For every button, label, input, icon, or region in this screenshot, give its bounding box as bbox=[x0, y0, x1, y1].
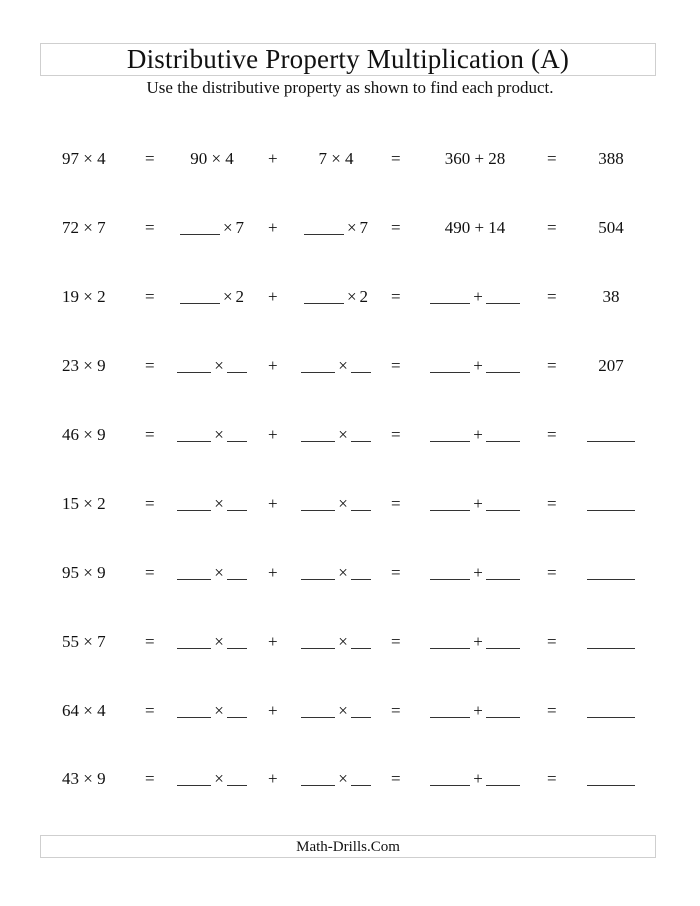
equals-sign: = bbox=[391, 563, 401, 582]
part2 bbox=[300, 423, 372, 447]
part1-factor-blank[interactable] bbox=[227, 769, 247, 786]
problem-expression: 19 × 2 bbox=[62, 287, 106, 306]
part2 bbox=[300, 216, 372, 240]
footer-text: Math-Drills.Com bbox=[296, 839, 400, 855]
times-sign: × bbox=[338, 701, 348, 720]
equals-sign: = bbox=[547, 218, 557, 237]
answer bbox=[586, 699, 636, 723]
part1-tens-blank[interactable] bbox=[177, 563, 211, 580]
part1 bbox=[176, 216, 248, 240]
equals-sign: = bbox=[391, 218, 401, 237]
equals-sign: = bbox=[391, 149, 401, 168]
answer bbox=[586, 285, 636, 309]
part2 bbox=[300, 354, 372, 378]
part1 bbox=[176, 561, 248, 585]
part2-factor-blank[interactable] bbox=[351, 563, 371, 580]
times-sign: × bbox=[338, 356, 348, 375]
plus-sign: + bbox=[268, 287, 278, 306]
part2-ones-blank[interactable] bbox=[301, 494, 335, 511]
part1 bbox=[176, 354, 248, 378]
part1-value: 90 × 4 bbox=[190, 149, 234, 168]
sum-second-blank[interactable] bbox=[486, 563, 520, 580]
plus-sign: + bbox=[268, 425, 278, 444]
part2-factor-blank[interactable] bbox=[351, 494, 371, 511]
times-sign: × bbox=[338, 425, 348, 444]
answer-blank[interactable] bbox=[587, 632, 635, 649]
equals-sign: = bbox=[547, 356, 557, 375]
part2-factor-blank[interactable] bbox=[351, 701, 371, 718]
equals-sign: = bbox=[145, 769, 155, 788]
answer bbox=[586, 147, 636, 171]
problem-expression: 97 × 4 bbox=[62, 149, 106, 168]
plus-sign: + bbox=[268, 494, 278, 513]
answer bbox=[586, 767, 636, 791]
partial-sum bbox=[425, 354, 525, 378]
times-sign: × bbox=[346, 218, 357, 237]
equals-sign: = bbox=[145, 563, 155, 582]
problem-row bbox=[0, 767, 700, 797]
equals-sign: = bbox=[547, 769, 557, 788]
equals-sign: = bbox=[145, 149, 155, 168]
part1 bbox=[176, 492, 248, 516]
sum-first-blank[interactable] bbox=[430, 356, 470, 373]
equals-sign: = bbox=[145, 287, 155, 306]
times-sign: × bbox=[338, 563, 348, 582]
part2-ones-blank[interactable] bbox=[304, 287, 344, 304]
plus-sign: + bbox=[268, 149, 278, 168]
problem-expression: 43 × 9 bbox=[62, 769, 106, 788]
part2 bbox=[300, 699, 372, 723]
times-sign: × bbox=[214, 425, 224, 444]
plus-sign: + bbox=[473, 356, 483, 375]
plus-sign: + bbox=[473, 425, 483, 444]
page-title: Distributive Property Multiplication (A) bbox=[126, 44, 570, 74]
times-sign: × bbox=[214, 701, 224, 720]
times-sign: × bbox=[338, 769, 348, 788]
problem-expression: 95 × 9 bbox=[62, 563, 106, 582]
part2 bbox=[300, 561, 372, 585]
plus-sign: + bbox=[268, 701, 278, 720]
part2-ones-blank[interactable] bbox=[301, 769, 335, 786]
partial-sum bbox=[425, 561, 525, 585]
partial-sum bbox=[425, 630, 525, 654]
answer bbox=[586, 561, 636, 585]
part1-tens-blank[interactable] bbox=[177, 356, 211, 373]
part1-factor-blank[interactable] bbox=[227, 563, 247, 580]
sum-first-blank[interactable] bbox=[430, 287, 470, 304]
times-sign: × bbox=[222, 218, 233, 237]
sum-second-blank[interactable] bbox=[486, 494, 520, 511]
answer-blank[interactable] bbox=[587, 701, 635, 718]
partial-sum bbox=[425, 423, 525, 447]
equals-sign: = bbox=[547, 149, 557, 168]
answer-blank[interactable] bbox=[587, 494, 635, 511]
times-sign: × bbox=[338, 632, 348, 651]
equals-sign: = bbox=[391, 356, 401, 375]
problem-expression: 46 × 9 bbox=[62, 425, 106, 444]
plus-sign: + bbox=[268, 356, 278, 375]
answer bbox=[586, 423, 636, 447]
equals-sign: = bbox=[145, 425, 155, 444]
times-sign: × bbox=[214, 356, 224, 375]
sum-second-blank[interactable] bbox=[486, 632, 520, 649]
part2-factor: 7 bbox=[359, 218, 369, 237]
problem-row bbox=[0, 354, 700, 384]
part2-factor-blank[interactable] bbox=[351, 425, 371, 442]
answer-blank[interactable] bbox=[587, 425, 635, 442]
equals-sign: = bbox=[547, 494, 557, 513]
problem-row bbox=[0, 492, 700, 522]
answer-blank[interactable] bbox=[587, 769, 635, 786]
problem-expression: 64 × 4 bbox=[62, 701, 106, 720]
part1-factor-blank[interactable] bbox=[227, 356, 247, 373]
problem-row bbox=[0, 561, 700, 591]
equals-sign: = bbox=[145, 632, 155, 651]
sum-value: 360 + 28 bbox=[444, 149, 506, 168]
sum-second-blank[interactable] bbox=[486, 287, 520, 304]
equals-sign: = bbox=[391, 701, 401, 720]
equals-sign: = bbox=[145, 218, 155, 237]
equals-sign: = bbox=[547, 632, 557, 651]
answer bbox=[586, 630, 636, 654]
part1 bbox=[176, 285, 248, 309]
plus-sign: + bbox=[268, 769, 278, 788]
part2 bbox=[300, 630, 372, 654]
equals-sign: = bbox=[145, 494, 155, 513]
equals-sign: = bbox=[391, 287, 401, 306]
times-sign: × bbox=[214, 494, 224, 513]
plus-sign: + bbox=[268, 632, 278, 651]
partial-sum bbox=[425, 699, 525, 723]
plus-sign: + bbox=[268, 563, 278, 582]
answer bbox=[586, 492, 636, 516]
part1 bbox=[176, 699, 248, 723]
equals-sign: = bbox=[145, 701, 155, 720]
part1 bbox=[176, 630, 248, 654]
equals-sign: = bbox=[391, 632, 401, 651]
sum-first-blank[interactable] bbox=[430, 701, 470, 718]
problem-expression: 72 × 7 bbox=[62, 218, 106, 237]
problem-row bbox=[0, 699, 700, 729]
equals-sign: = bbox=[547, 425, 557, 444]
answer-value: 38 bbox=[602, 287, 620, 306]
part1-tens-blank[interactable] bbox=[177, 425, 211, 442]
plus-sign: + bbox=[473, 701, 483, 720]
part2-ones-blank[interactable] bbox=[301, 701, 335, 718]
times-sign: × bbox=[214, 632, 224, 651]
problem-row bbox=[0, 147, 700, 177]
plus-sign: + bbox=[268, 218, 278, 237]
partial-sum bbox=[425, 492, 525, 516]
answer bbox=[586, 354, 636, 378]
sum-value: 490 + 14 bbox=[444, 218, 506, 237]
problem-expression: 23 × 9 bbox=[62, 356, 106, 375]
problem-row bbox=[0, 630, 700, 660]
problem-row bbox=[0, 423, 700, 453]
part1-tens-blank[interactable] bbox=[177, 632, 211, 649]
title-box bbox=[40, 43, 656, 76]
part2 bbox=[300, 285, 372, 309]
part1 bbox=[176, 767, 248, 791]
footer-box bbox=[40, 835, 656, 858]
sum-second-blank[interactable] bbox=[486, 701, 520, 718]
times-sign: × bbox=[222, 287, 233, 306]
plus-sign: + bbox=[473, 632, 483, 651]
problem-row bbox=[0, 285, 700, 315]
equals-sign: = bbox=[547, 701, 557, 720]
sum-second-blank[interactable] bbox=[486, 356, 520, 373]
part1-factor: 2 bbox=[235, 287, 245, 306]
sum-first-blank[interactable] bbox=[430, 425, 470, 442]
part1-factor-blank[interactable] bbox=[227, 494, 247, 511]
equals-sign: = bbox=[547, 563, 557, 582]
equals-sign: = bbox=[547, 287, 557, 306]
partial-sum bbox=[425, 285, 525, 309]
part1-factor-blank[interactable] bbox=[227, 632, 247, 649]
part1-factor: 7 bbox=[235, 218, 245, 237]
equals-sign: = bbox=[145, 356, 155, 375]
plus-sign: + bbox=[473, 287, 483, 306]
answer-value: 504 bbox=[598, 218, 624, 237]
plus-sign: + bbox=[473, 494, 483, 513]
answer bbox=[586, 216, 636, 240]
sum-first-blank[interactable] bbox=[430, 563, 470, 580]
problem-row bbox=[0, 216, 700, 246]
sum-second-blank[interactable] bbox=[486, 425, 520, 442]
answer-value: 207 bbox=[598, 356, 624, 375]
times-sign: × bbox=[346, 287, 357, 306]
part2-ones-blank[interactable] bbox=[301, 563, 335, 580]
equals-sign: = bbox=[391, 494, 401, 513]
times-sign: × bbox=[214, 563, 224, 582]
plus-sign: + bbox=[473, 769, 483, 788]
problem-expression: 55 × 7 bbox=[62, 632, 106, 651]
sum-second-blank[interactable] bbox=[486, 769, 520, 786]
times-sign: × bbox=[338, 494, 348, 513]
part1-tens-blank[interactable] bbox=[177, 701, 211, 718]
part2-factor-blank[interactable] bbox=[351, 769, 371, 786]
part2-factor-blank[interactable] bbox=[351, 356, 371, 373]
part2-factor: 2 bbox=[359, 287, 369, 306]
part1-tens-blank[interactable] bbox=[180, 218, 220, 235]
answer-value: 388 bbox=[598, 149, 624, 168]
part2-value: 7 × 4 bbox=[318, 149, 354, 168]
part1-tens-blank[interactable] bbox=[180, 287, 220, 304]
sum-first-blank[interactable] bbox=[430, 632, 470, 649]
part2 bbox=[300, 492, 372, 516]
problem-expression: 15 × 2 bbox=[62, 494, 106, 513]
part2-ones-blank[interactable] bbox=[301, 356, 335, 373]
part1-tens-blank[interactable] bbox=[177, 494, 211, 511]
partial-sum bbox=[425, 767, 525, 791]
sum-first-blank[interactable] bbox=[430, 769, 470, 786]
answer-blank[interactable] bbox=[587, 563, 635, 580]
part1-tens-blank[interactable] bbox=[177, 769, 211, 786]
part2-factor-blank[interactable] bbox=[351, 632, 371, 649]
part2 bbox=[300, 767, 372, 791]
part2 bbox=[300, 147, 372, 171]
times-sign: × bbox=[214, 769, 224, 788]
part1 bbox=[176, 423, 248, 447]
part2-ones-blank[interactable] bbox=[304, 218, 344, 235]
sum-first-blank[interactable] bbox=[430, 494, 470, 511]
part1 bbox=[176, 147, 248, 171]
part1-factor-blank[interactable] bbox=[227, 701, 247, 718]
partial-sum bbox=[425, 147, 525, 171]
partial-sum bbox=[425, 216, 525, 240]
part2-ones-blank[interactable] bbox=[301, 425, 335, 442]
equals-sign: = bbox=[391, 769, 401, 788]
part1-factor-blank[interactable] bbox=[227, 425, 247, 442]
part2-ones-blank[interactable] bbox=[301, 632, 335, 649]
instructions: Use the distributive property as shown to find each product. bbox=[146, 78, 554, 97]
plus-sign: + bbox=[473, 563, 483, 582]
equals-sign: = bbox=[391, 425, 401, 444]
